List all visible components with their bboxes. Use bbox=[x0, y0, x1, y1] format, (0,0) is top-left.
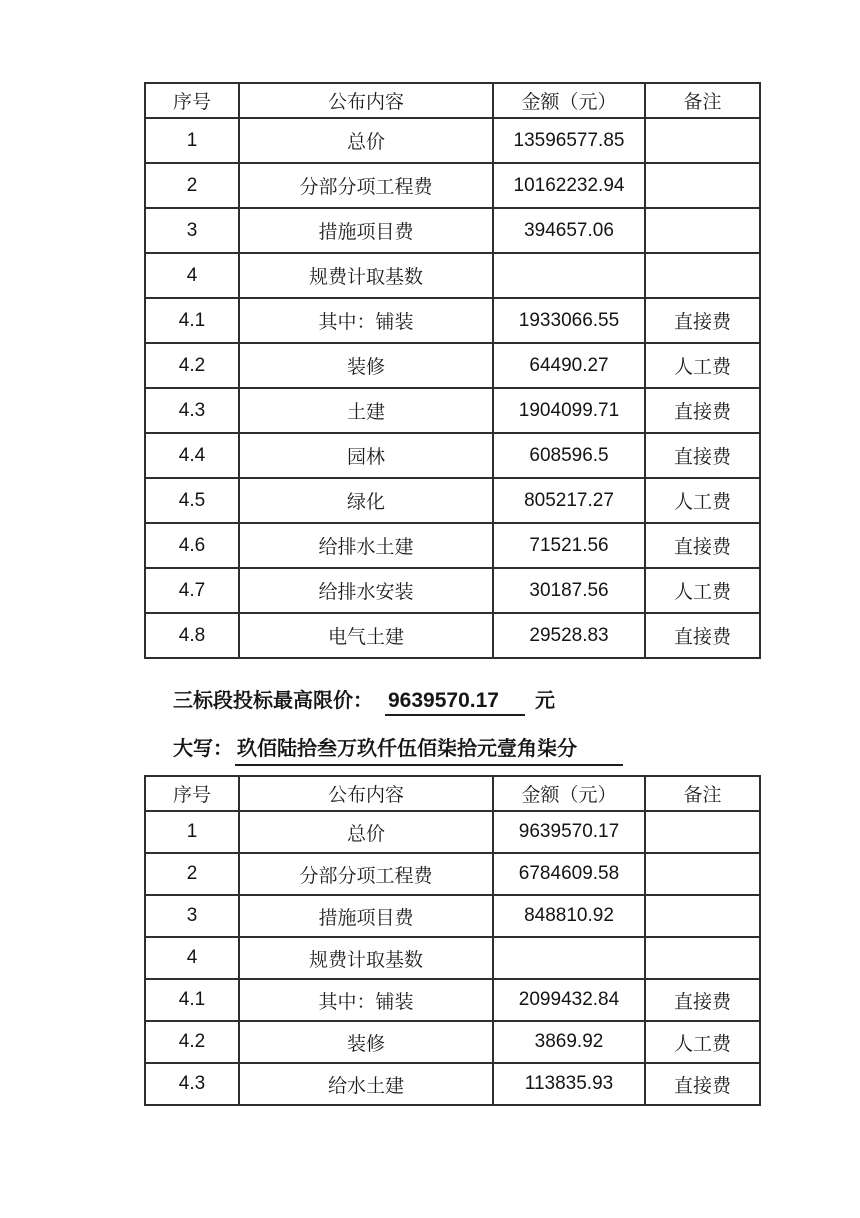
serial-cell: 4.3 bbox=[145, 388, 239, 433]
table-row bbox=[145, 478, 760, 523]
capital-amount-line bbox=[173, 736, 623, 766]
table-row bbox=[145, 343, 760, 388]
remark-cell: 直接费 bbox=[645, 298, 760, 343]
column-header: 备注 bbox=[645, 776, 760, 811]
column-header: 金额（元） bbox=[493, 83, 645, 118]
column-header: 金额（元） bbox=[493, 776, 645, 811]
content-cell: 措施项目费 bbox=[239, 208, 493, 253]
amount-cell: 805217.27 bbox=[493, 478, 645, 523]
max-price-value: 9639570.17 bbox=[385, 689, 525, 716]
table-row bbox=[145, 1021, 760, 1063]
serial-cell: 4.1 bbox=[145, 298, 239, 343]
remark-cell: 人工费 bbox=[645, 1021, 760, 1063]
column-header: 公布内容 bbox=[239, 776, 493, 811]
header-row bbox=[145, 776, 760, 811]
serial-cell: 3 bbox=[145, 208, 239, 253]
content-cell: 电气土建 bbox=[239, 613, 493, 658]
serial-cell: 4.4 bbox=[145, 433, 239, 478]
remark-cell: 直接费 bbox=[645, 1063, 760, 1105]
column-header: 序号 bbox=[145, 83, 239, 118]
serial-cell: 3 bbox=[145, 895, 239, 937]
amount-cell: 71521.56 bbox=[493, 523, 645, 568]
amount-cell: 30187.56 bbox=[493, 568, 645, 613]
content-cell: 绿化 bbox=[239, 478, 493, 523]
bid-price-table-1 bbox=[144, 82, 761, 659]
content-cell: 给水土建 bbox=[239, 1063, 493, 1105]
table-row bbox=[145, 163, 760, 208]
serial-cell: 4.8 bbox=[145, 613, 239, 658]
capital-amount-value: 玖佰陆拾叁万玖仟伍佰柒拾元壹角柒分 bbox=[235, 737, 623, 766]
serial-cell: 2 bbox=[145, 163, 239, 208]
serial-cell: 4 bbox=[145, 253, 239, 298]
table-row bbox=[145, 253, 760, 298]
remark-cell: 直接费 bbox=[645, 433, 760, 478]
content-cell: 措施项目费 bbox=[239, 895, 493, 937]
max-price-label: 三标段投标最高限价： bbox=[173, 690, 373, 712]
content-cell: 总价 bbox=[239, 811, 493, 853]
column-header: 公布内容 bbox=[239, 83, 493, 118]
remark-cell bbox=[645, 811, 760, 853]
amount-cell: 848810.92 bbox=[493, 895, 645, 937]
serial-cell: 4.1 bbox=[145, 979, 239, 1021]
content-cell: 装修 bbox=[239, 1021, 493, 1063]
amount-cell: 29528.83 bbox=[493, 613, 645, 658]
content-cell: 装修 bbox=[239, 343, 493, 388]
content-cell: 园林 bbox=[239, 433, 493, 478]
serial-cell: 1 bbox=[145, 811, 239, 853]
remark-cell bbox=[645, 253, 760, 298]
serial-cell: 4.3 bbox=[145, 1063, 239, 1105]
table-row bbox=[145, 433, 760, 478]
content-cell: 给排水安装 bbox=[239, 568, 493, 613]
amount-cell bbox=[493, 253, 645, 298]
table-row bbox=[145, 853, 760, 895]
amount-cell: 64490.27 bbox=[493, 343, 645, 388]
max-price-unit: 元 bbox=[534, 690, 555, 712]
table-row bbox=[145, 811, 760, 853]
amount-cell: 13596577.85 bbox=[493, 118, 645, 163]
content-cell: 其中：铺装 bbox=[239, 979, 493, 1021]
remark-cell: 直接费 bbox=[645, 388, 760, 433]
content-cell: 总价 bbox=[239, 118, 493, 163]
remark-cell: 直接费 bbox=[645, 613, 760, 658]
amount-cell: 2099432.84 bbox=[493, 979, 645, 1021]
table-row bbox=[145, 937, 760, 979]
remark-cell bbox=[645, 118, 760, 163]
amount-cell: 6784609.58 bbox=[493, 853, 645, 895]
content-cell: 规费计取基数 bbox=[239, 937, 493, 979]
remark-cell: 人工费 bbox=[645, 568, 760, 613]
table-row bbox=[145, 208, 760, 253]
table-row bbox=[145, 568, 760, 613]
serial-cell: 4.7 bbox=[145, 568, 239, 613]
serial-cell: 4.2 bbox=[145, 1021, 239, 1063]
remark-cell: 直接费 bbox=[645, 979, 760, 1021]
amount-cell bbox=[493, 937, 645, 979]
table-row bbox=[145, 1063, 760, 1105]
remark-cell bbox=[645, 163, 760, 208]
table-row bbox=[145, 298, 760, 343]
content-cell: 分部分项工程费 bbox=[239, 853, 493, 895]
remark-cell bbox=[645, 937, 760, 979]
table-row bbox=[145, 388, 760, 433]
bid-price-table-2 bbox=[144, 775, 761, 1106]
table-row bbox=[145, 118, 760, 163]
amount-cell: 1904099.71 bbox=[493, 388, 645, 433]
remark-cell bbox=[645, 208, 760, 253]
table-row bbox=[145, 613, 760, 658]
content-cell: 土建 bbox=[239, 388, 493, 433]
serial-cell: 1 bbox=[145, 118, 239, 163]
amount-cell: 113835.93 bbox=[493, 1063, 645, 1105]
capital-amount-label: 大写： bbox=[173, 738, 233, 760]
serial-cell: 4.2 bbox=[145, 343, 239, 388]
table-row bbox=[145, 523, 760, 568]
content-cell: 分部分项工程费 bbox=[239, 163, 493, 208]
serial-cell: 4 bbox=[145, 937, 239, 979]
serial-cell: 4.6 bbox=[145, 523, 239, 568]
remark-cell bbox=[645, 895, 760, 937]
amount-cell: 394657.06 bbox=[493, 208, 645, 253]
amount-cell: 608596.5 bbox=[493, 433, 645, 478]
remark-cell: 直接费 bbox=[645, 523, 760, 568]
remark-cell bbox=[645, 853, 760, 895]
remark-cell: 人工费 bbox=[645, 343, 760, 388]
column-header: 备注 bbox=[645, 83, 760, 118]
table-row bbox=[145, 979, 760, 1021]
serial-cell: 4.5 bbox=[145, 478, 239, 523]
amount-cell: 1933066.55 bbox=[493, 298, 645, 343]
column-header: 序号 bbox=[145, 776, 239, 811]
amount-cell: 9639570.17 bbox=[493, 811, 645, 853]
content-cell: 给排水土建 bbox=[239, 523, 493, 568]
remark-cell: 人工费 bbox=[645, 478, 760, 523]
content-cell: 规费计取基数 bbox=[239, 253, 493, 298]
table-row bbox=[145, 895, 760, 937]
amount-cell: 10162232.94 bbox=[493, 163, 645, 208]
content-cell: 其中：铺装 bbox=[239, 298, 493, 343]
amount-cell: 3869.92 bbox=[493, 1021, 645, 1063]
serial-cell: 2 bbox=[145, 853, 239, 895]
header-row bbox=[145, 83, 760, 118]
max-price-line bbox=[173, 688, 555, 716]
